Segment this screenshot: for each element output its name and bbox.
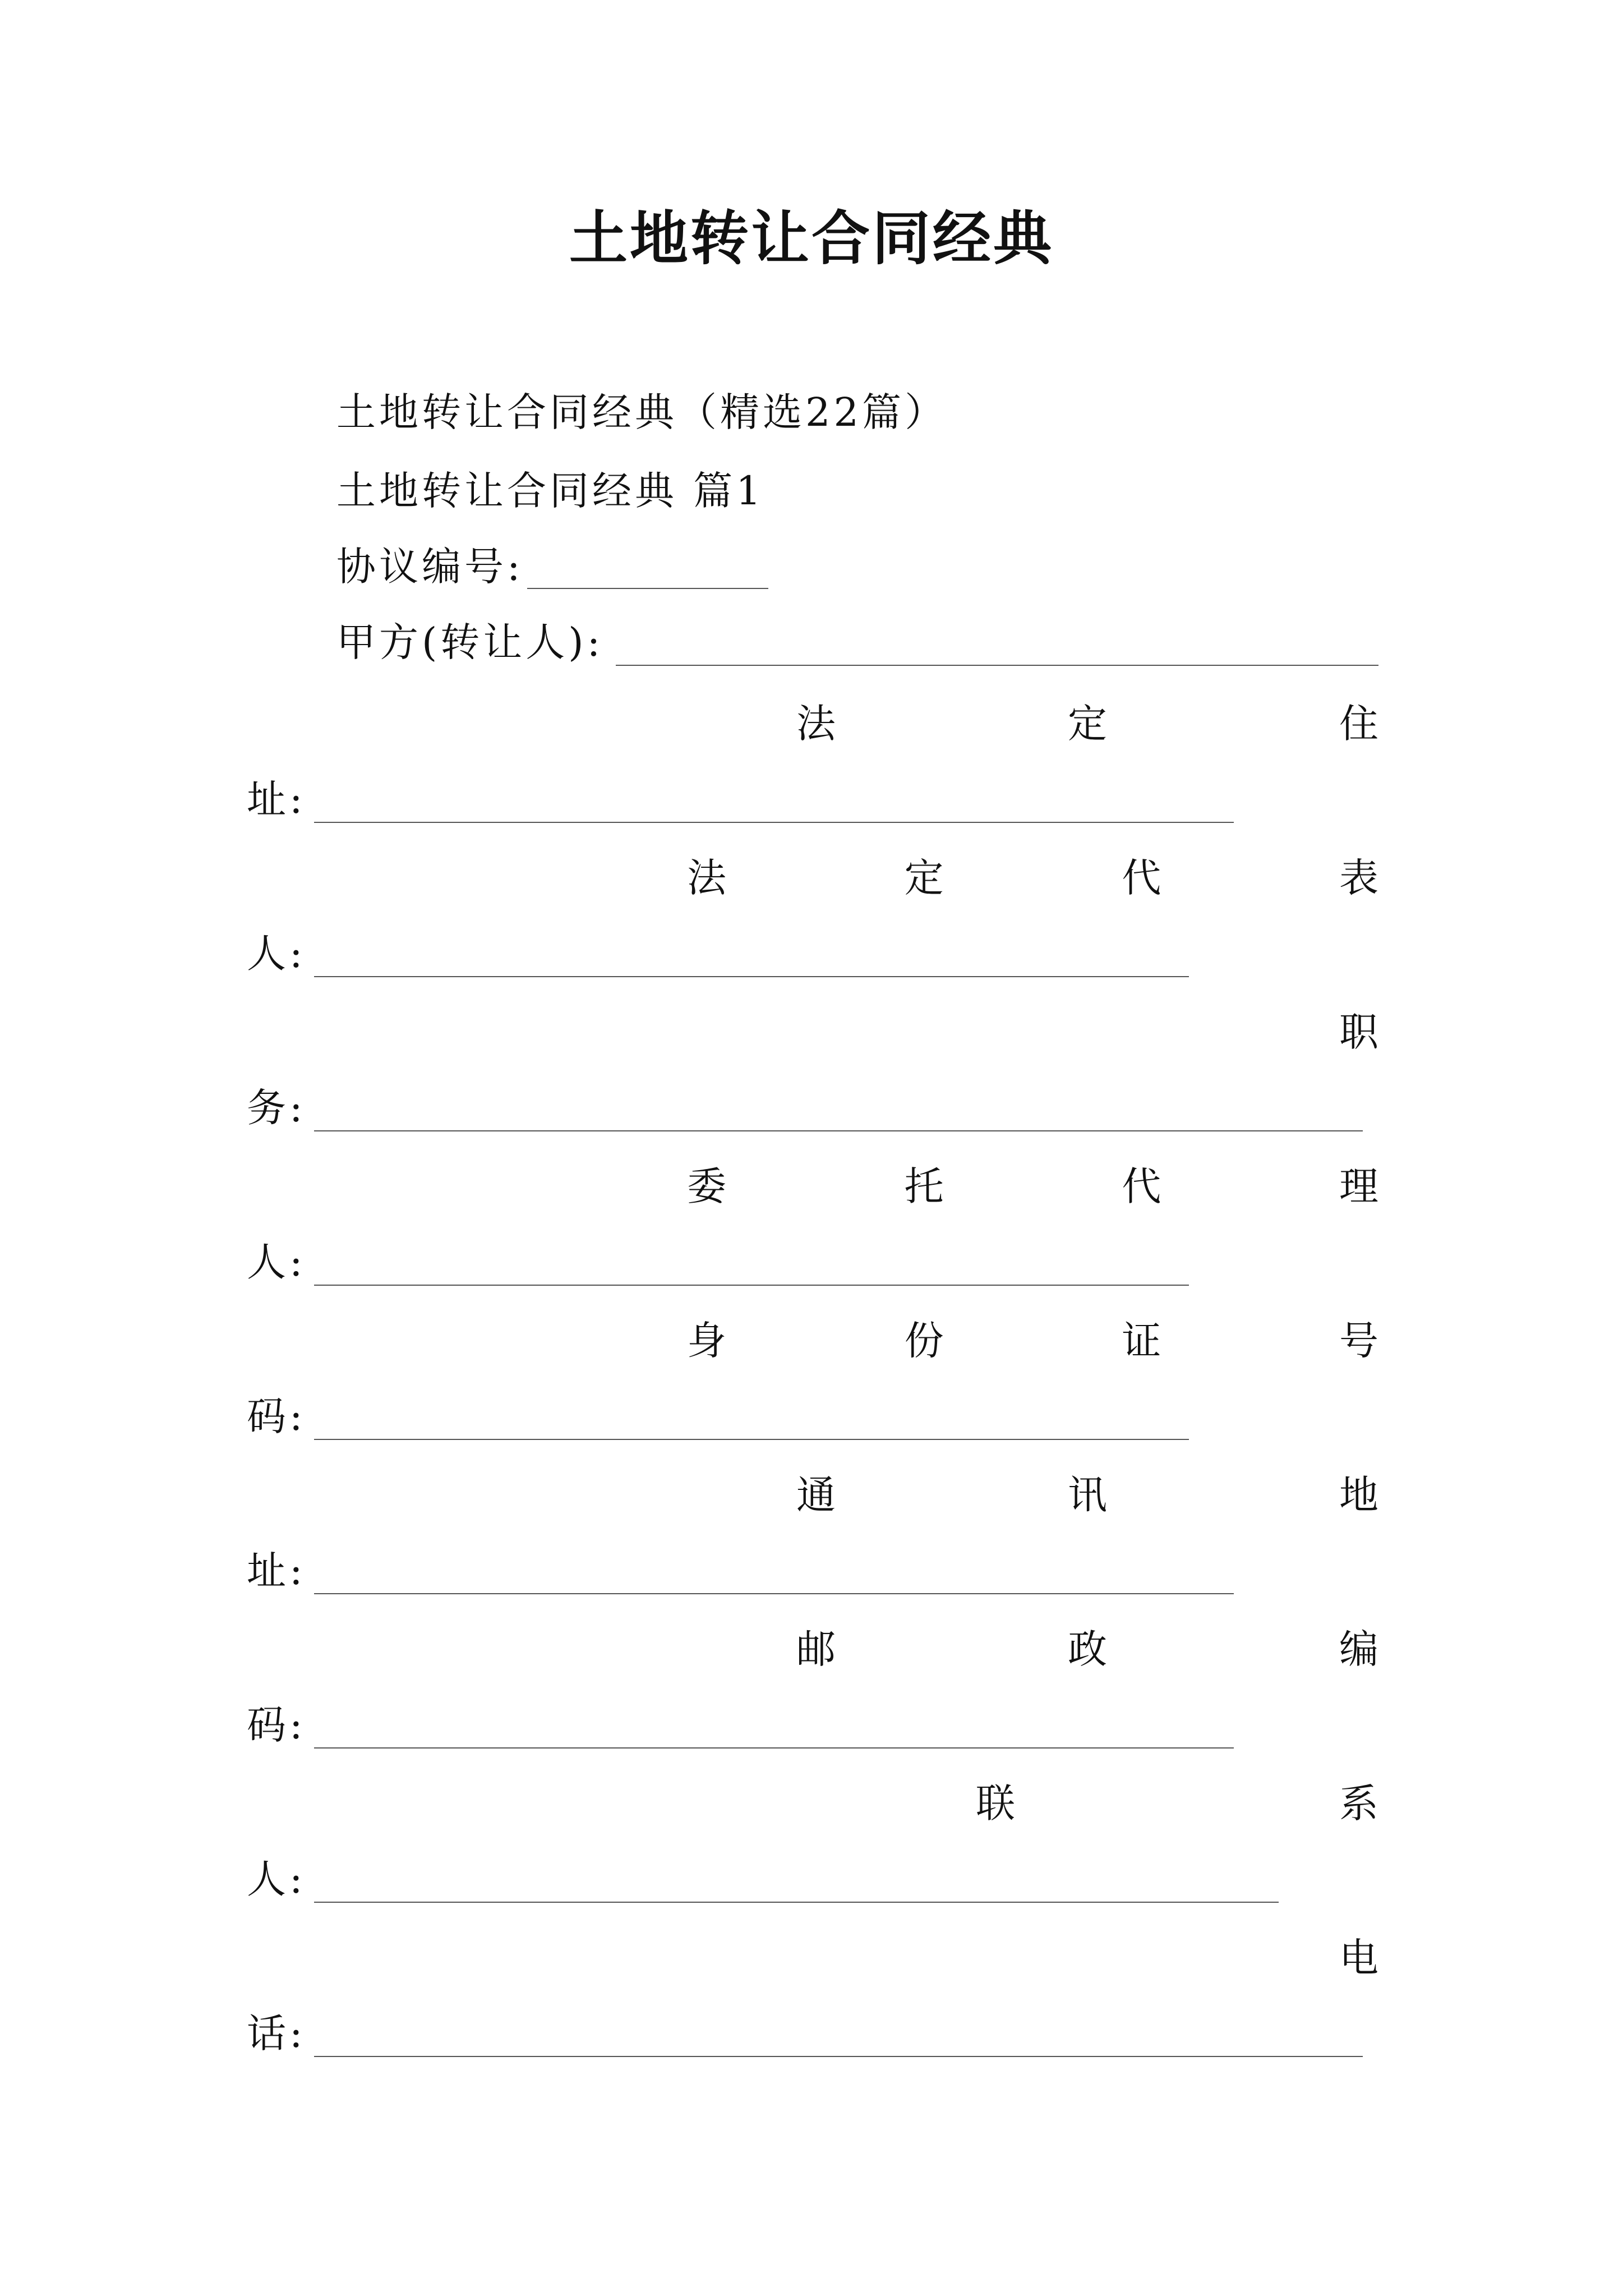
field-char: 定	[904, 855, 944, 901]
field-label-end: 务:	[247, 1085, 306, 1131]
field-char: 联	[976, 1780, 1015, 1826]
field-char: 通	[796, 1472, 836, 1518]
field-blank[interactable]	[314, 976, 1189, 977]
field-blank[interactable]	[314, 2056, 1363, 2057]
field-char: 托	[904, 1163, 944, 1209]
field-blank[interactable]	[314, 1285, 1189, 1286]
field-label-end: 人:	[247, 1856, 306, 1902]
field-char: 电	[1339, 1935, 1378, 1981]
field-char: 份	[904, 1318, 944, 1364]
field-char: 编	[1339, 1626, 1378, 1672]
field-char: 理	[1339, 1163, 1378, 1209]
field-blank[interactable]	[314, 1747, 1234, 1749]
field-char: 定	[1068, 701, 1107, 747]
field-char: 法	[687, 855, 726, 901]
field-char: 职	[1339, 1009, 1378, 1055]
field-char: 表	[1339, 855, 1378, 901]
field-char: 身	[687, 1318, 726, 1364]
field-blank[interactable]	[314, 1902, 1279, 1903]
field-char: 号	[1339, 1318, 1378, 1364]
section-heading: 土地转让合同经典 篇1	[336, 468, 764, 514]
field-char: 代	[1122, 855, 1161, 901]
field-label-end: 码:	[247, 1702, 306, 1748]
document-title: 土地转让合同经典	[569, 204, 1054, 273]
field-char: 邮	[796, 1626, 836, 1672]
field-char: 法	[796, 701, 836, 747]
field-label-end: 人:	[247, 1239, 306, 1285]
field-char: 住	[1339, 701, 1378, 747]
document-subtitle: 土地转让合同经典（精选22篇）	[336, 389, 948, 435]
field-char: 委	[687, 1163, 726, 1209]
party-a-blank[interactable]	[616, 665, 1378, 666]
field-char: 政	[1068, 1626, 1107, 1672]
field-char: 系	[1339, 1780, 1378, 1826]
field-char: 代	[1122, 1163, 1161, 1209]
field-label-end: 码:	[247, 1393, 306, 1439]
field-char: 讯	[1068, 1472, 1107, 1518]
field-label-end: 址:	[247, 1548, 306, 1594]
field-blank[interactable]	[314, 822, 1234, 823]
field-char: 地	[1339, 1472, 1378, 1518]
field-blank[interactable]	[314, 1439, 1189, 1440]
field-blank[interactable]	[314, 1593, 1234, 1594]
field-label-end: 址:	[247, 776, 306, 822]
agreement-number-label: 协议编号:	[336, 544, 524, 590]
party-a-label: 甲方(转让人):	[336, 619, 604, 665]
field-label-end: 话:	[247, 2010, 306, 2056]
agreement-number-blank[interactable]	[527, 588, 768, 589]
field-label-end: 人:	[247, 931, 306, 977]
field-char: 证	[1122, 1318, 1161, 1364]
field-blank[interactable]	[314, 1130, 1363, 1131]
